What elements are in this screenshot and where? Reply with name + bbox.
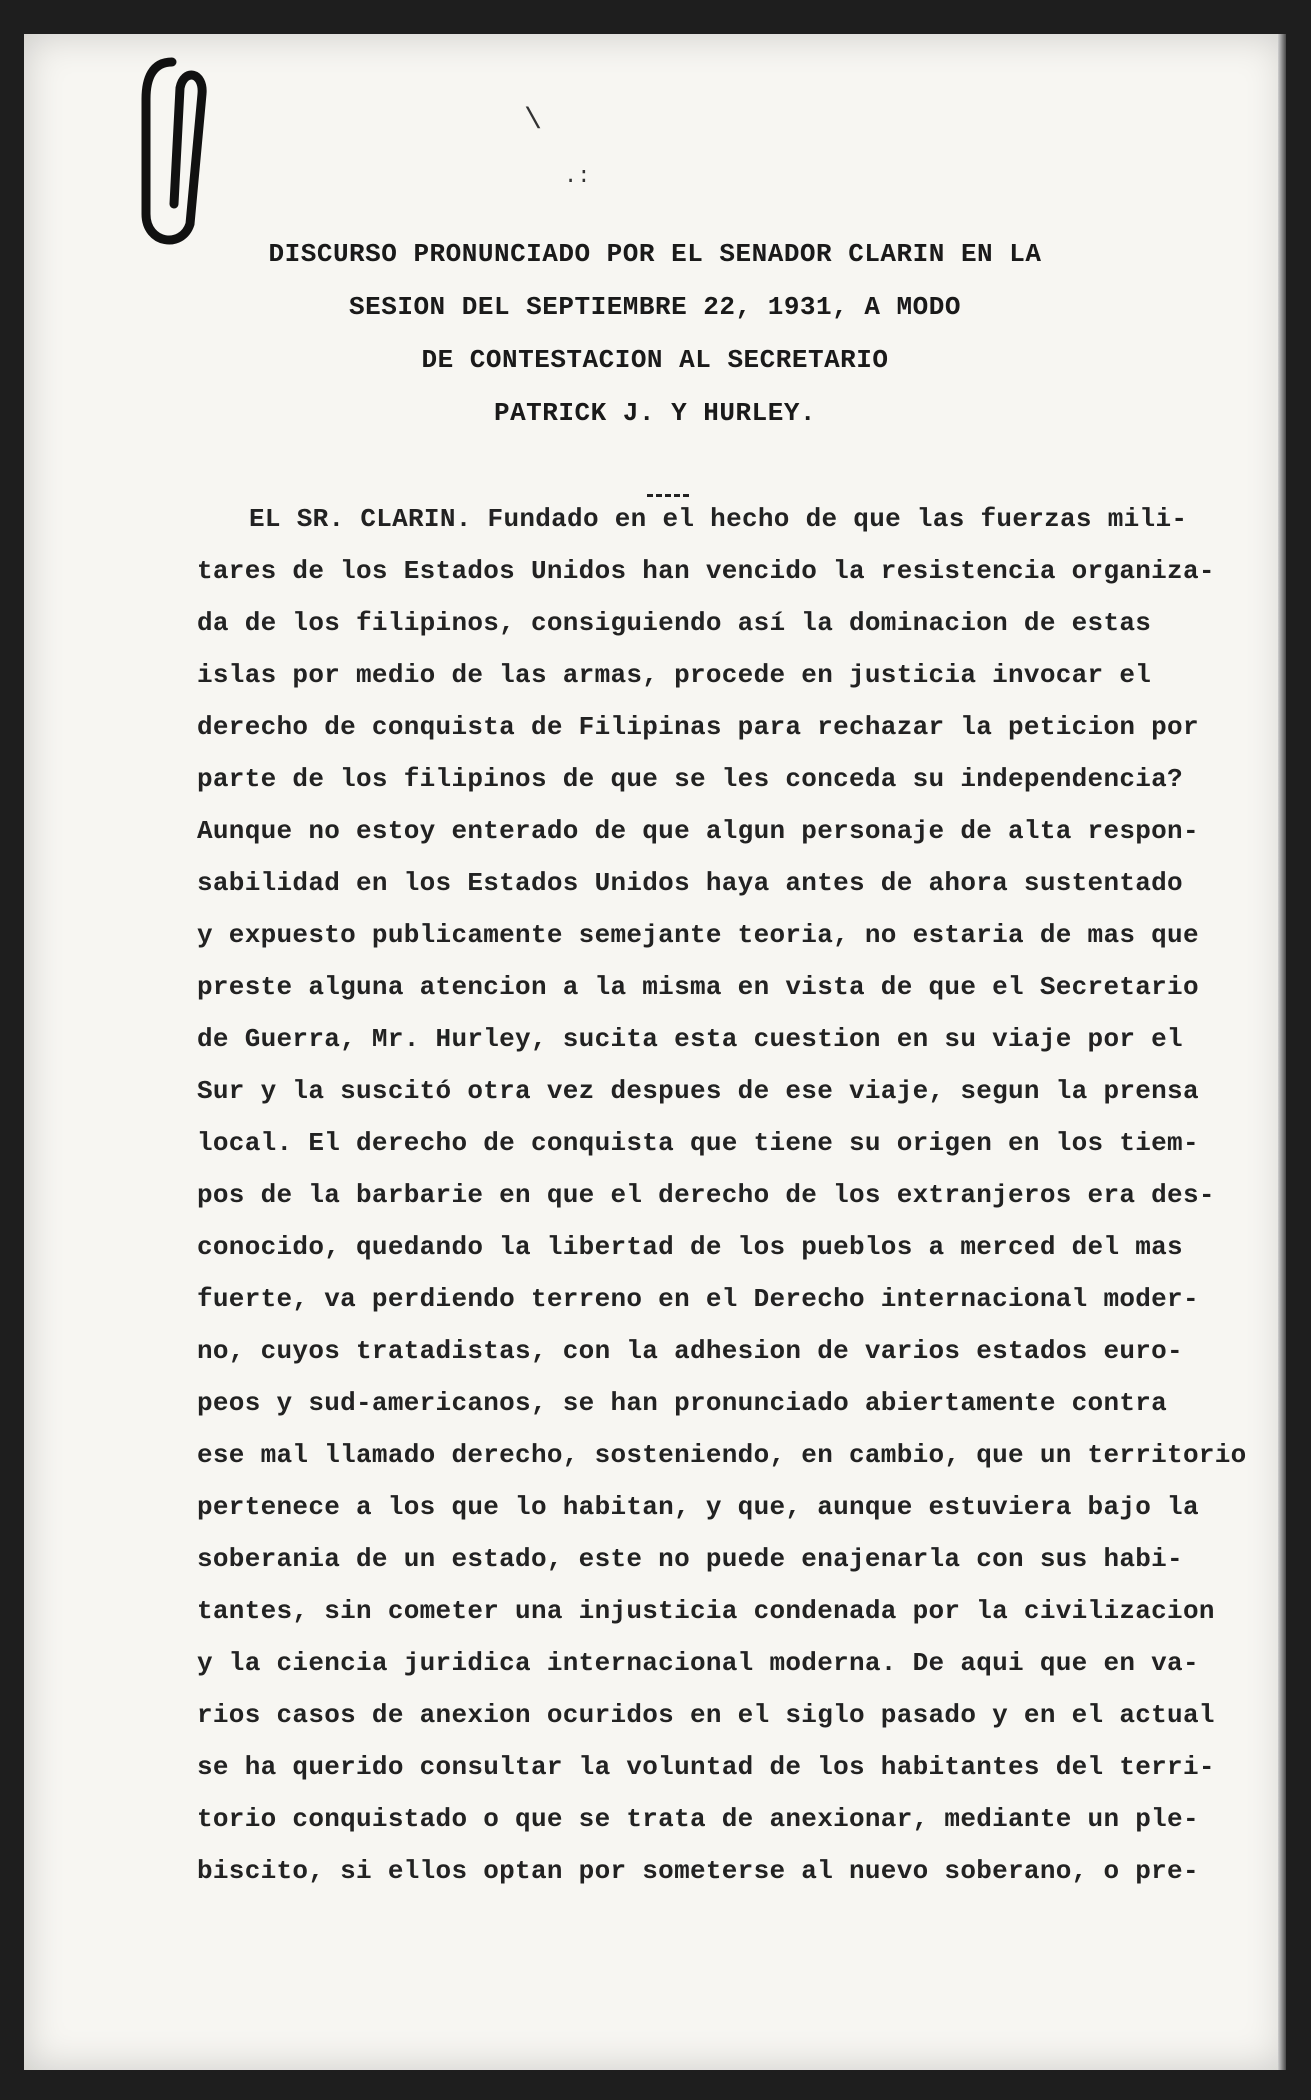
body-line: conocido, quedando la libertad de los pueblos a merced del mas [197,1232,1183,1262]
body-line: y expuesto publicamente semejante teoria, no estaria de mas que [197,920,1199,950]
body-line: fuerte, va perdiendo terreno en el Derecho internacional moder- [197,1284,1199,1314]
stray-mark: .: [564,164,591,189]
body-line: tares de los Estados Unidos han vencido la resistencia organiza- [197,556,1215,586]
title-line-3: DE CONTESTACION AL SECRETARIO [421,345,889,375]
body-line: parte de los filipinos de que se les conceda su independencia? [197,764,1183,794]
page-edge-shadow [1278,34,1286,2070]
stray-mark: \ [524,104,543,138]
body-line: pertenece a los que lo habitan, y que, aunque estuviera bajo la [197,1492,1199,1522]
paper-clip-icon [132,54,242,259]
body-line: local. El derecho de conquista que tiene su origen en los tiem- [197,1128,1199,1158]
body-line: EL SR. CLARIN. Fundado en el hecho de que las fuerzas mili- [249,504,1188,534]
body-line: biscito, si ellos optan por someterse al nuevo soberano, o pre- [197,1856,1199,1886]
body-line: se ha querido consultar la voluntad de los habitantes del terri- [197,1752,1215,1782]
document-page [24,34,1286,2070]
body-line: no, cuyos tratadistas, con la adhesion de varios estados euro- [197,1336,1183,1366]
body-line: de Guerra, Mr. Hurley, sucita esta cuestion en su viaje por el [197,1024,1183,1054]
body-line: soberania de un estado, este no puede enajenarla con sus habi- [197,1544,1183,1574]
body-line: da de los filipinos, consiguiendo así la dominacion de estas [197,608,1152,638]
title-line-2: SESION DEL SEPTIEMBRE 22, 1931, A MODO [349,292,961,322]
body-line: torio conquistado o que se trata de anexionar, mediante un ple- [197,1804,1199,1834]
title-separator [647,494,689,501]
body-line: islas por medio de las armas, procede en justicia invocar el [197,660,1152,690]
body-line: Aunque no estoy enterado de que algun personaje de alta respon- [197,816,1199,846]
body-line: y la ciencia juridica internacional moderna. De aqui que en va- [197,1648,1199,1678]
body-line: peos y sud-americanos, se han pronunciado abiertamente contra [197,1388,1168,1418]
body-line: pos de la barbarie en que el derecho de los extranjeros era des- [197,1180,1215,1210]
body-line: ese mal llamado derecho, sosteniendo, en cambio, que un territorio [197,1440,1247,1470]
body-line: preste alguna atencion a la misma en vista de que el Secretario [197,972,1199,1002]
body-line: Sur y la suscitó otra vez despues de ese viaje, segun la prensa [197,1076,1199,1106]
body-line: rios casos de anexion ocuridos en el siglo pasado y en el actual [197,1700,1215,1730]
title-line-4: PATRICK J. Y HURLEY. [493,398,817,428]
body-line: sabilidad en los Estados Unidos haya antes de ahora sustentado [197,868,1183,898]
body-line: tantes, sin cometer una injusticia condenada por la civilizacion [197,1596,1215,1626]
body-line: derecho de conquista de Filipinas para rechazar la peticion por [197,712,1199,742]
title-line-1: DISCURSO PRONUNCIADO POR EL SENADOR CLARIN EN LA [268,239,1042,269]
